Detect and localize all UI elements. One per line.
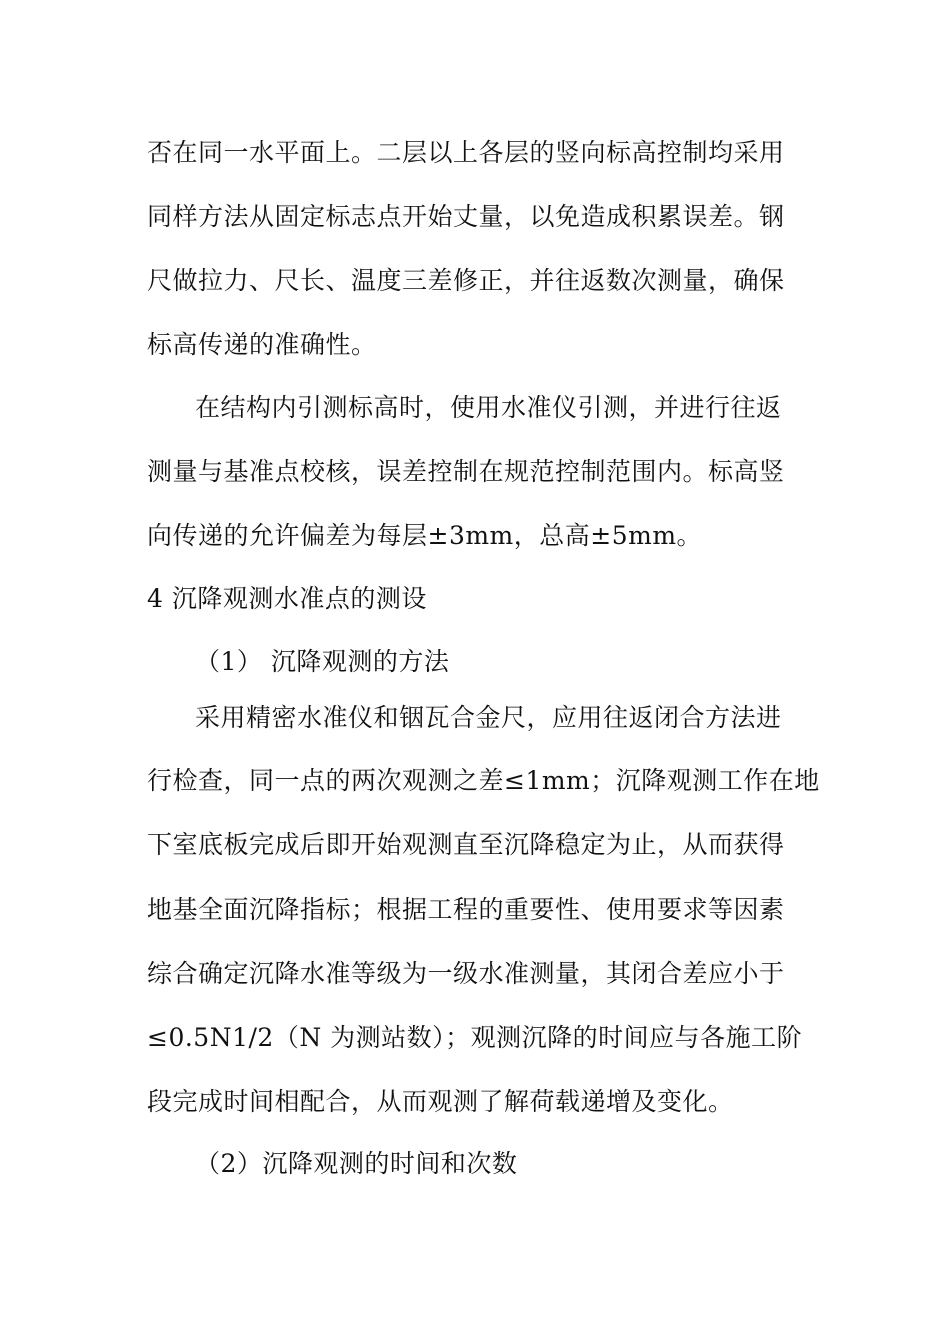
paragraph-line: 否在同一水平面上。二层以上各层的竖向标高控制均采用: [147, 138, 785, 167]
paragraph-line: 采用精密水准仪和铟瓦合金尺，应用往返闭合方法进: [195, 703, 782, 732]
section-heading: 4 沉降观测水准点的测设: [147, 584, 427, 613]
paragraph-line: 标高传递的准确性。: [147, 330, 377, 359]
paragraph-line: 段完成时间相配合，从而观测了解荷载递增及变化。: [147, 1087, 734, 1116]
subsection-heading: （1） 沉降观测的方法: [195, 647, 450, 676]
paragraph-line: 测量与基准点校核，误差控制在规范控制范围内。标高竖: [147, 457, 785, 486]
paragraph-line: 在结构内引测标高时，使用水准仪引测，并进行往返: [195, 393, 782, 422]
paragraph-line: 地基全面沉降指标；根据工程的重要性、使用要求等因素: [147, 895, 785, 924]
paragraph-line: 下室底板完成后即开始观测直至沉降稳定为止，从而获得: [147, 830, 785, 859]
paragraph-line: 综合确定沉降水准等级为一级水准测量，其闭合差应小于: [147, 959, 785, 988]
paragraph-line: 向传递的允许偏差为每层±3mm，总高±5mm。: [147, 521, 703, 550]
subsection-heading: （2）沉降观测的时间和次数: [195, 1149, 518, 1178]
paragraph-line: 同样方法从固定标志点开始丈量，以免造成积累误差。钢: [147, 202, 785, 231]
paragraph-line: 行检查，同一点的两次观测之差≤1mm；沉降观测工作在地: [147, 766, 820, 795]
paragraph-line: 尺做拉力、尺长、温度三差修正，并往返数次测量，确保: [147, 266, 785, 295]
paragraph-line: ≤0.5N1/2（N 为测站数）；观测沉降的时间应与各施工阶: [147, 1023, 803, 1052]
